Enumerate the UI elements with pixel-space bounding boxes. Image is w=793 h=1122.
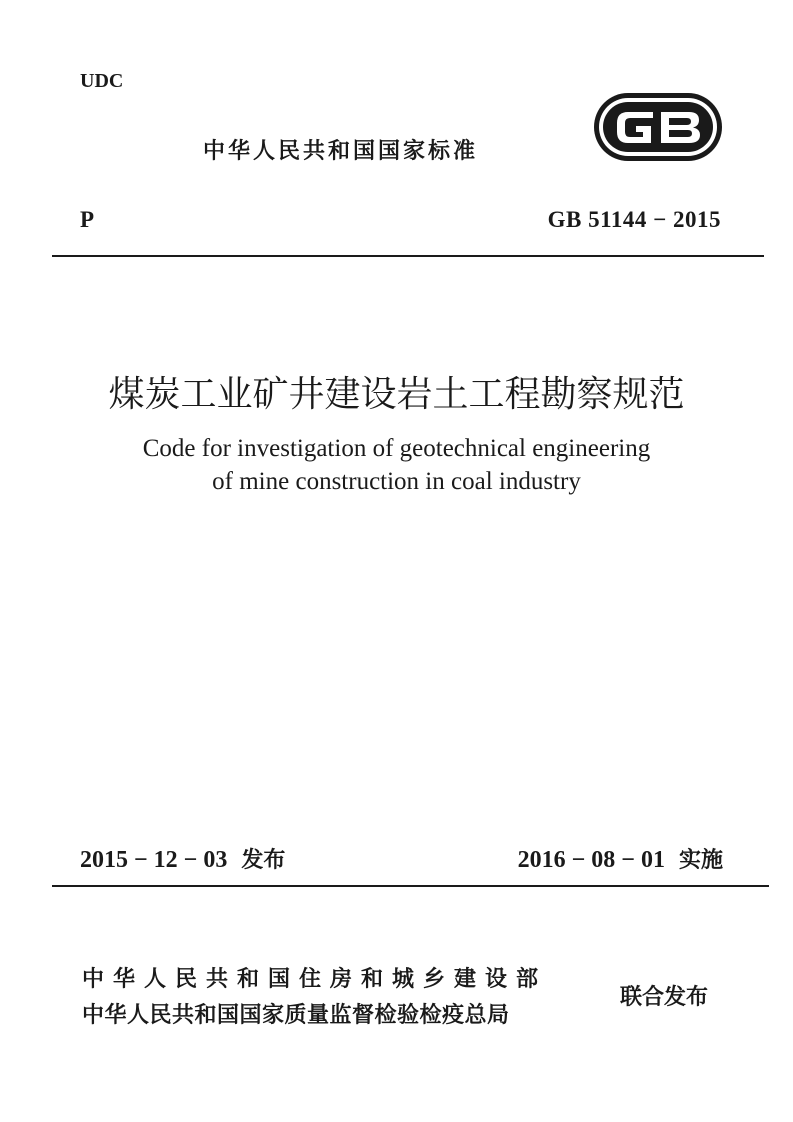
title-english-line1: Code for investigation of geotechnical engineering [142, 435, 651, 462]
issue-date: 2015 − 12 − 03 [80, 847, 228, 873]
title-english-line2: of mine construction in coal industry [212, 468, 581, 495]
implement-date-block [518, 843, 723, 874]
joint-release-label: 联合发布 [620, 985, 709, 1010]
issue-date-block [80, 843, 285, 874]
title-english [0, 432, 793, 498]
title-chinese: 煤炭工业矿井建设岩土工程勘察规范 [108, 374, 685, 415]
category-code: P [80, 207, 95, 232]
publisher-aqsiq: 中华人民共和国国家质量监督检验检疫总局 [82, 1003, 510, 1028]
standard-type: 中华人民共和国国家标准 [203, 139, 479, 164]
publisher-ministry: 中华人民共和国住房和城乡建设部 [82, 967, 548, 992]
top-divider [52, 255, 764, 257]
standard-number: GB 51144 − 2015 [547, 207, 721, 232]
implement-label: 实施 [678, 848, 723, 873]
bottom-divider [52, 885, 769, 887]
issue-label: 发布 [241, 848, 286, 873]
gb-logo-icon [593, 92, 723, 162]
implement-date: 2016 − 08 − 01 [517, 847, 665, 873]
udc-label: UDC [80, 70, 124, 92]
